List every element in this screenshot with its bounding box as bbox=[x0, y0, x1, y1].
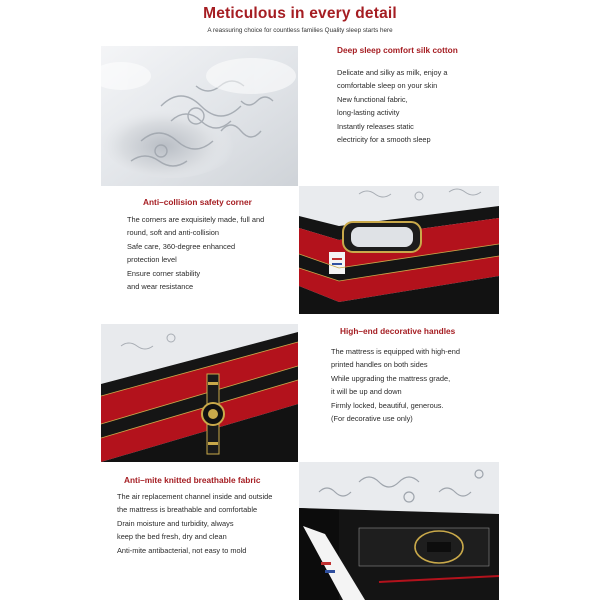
description-line: the mattress is breathable and comfortable bbox=[117, 505, 258, 515]
section-description bbox=[331, 345, 460, 425]
description-line: (For decorative use only) bbox=[331, 414, 413, 424]
description-line: While upgrading the mattress grade, bbox=[331, 373, 451, 383]
description-line: round, soft and anti-collision bbox=[127, 228, 220, 238]
description-line: Drain moisture and turbidity, always bbox=[117, 518, 234, 528]
description-line: printed handles on both sides bbox=[331, 360, 428, 370]
section-description bbox=[337, 66, 448, 146]
silk-cotton-fabric-photo bbox=[101, 46, 298, 186]
section-heading: Deep sleep comfort silk cotton bbox=[337, 45, 458, 55]
description-line: keep the bed fresh, dry and clean bbox=[117, 532, 227, 542]
section-description bbox=[117, 490, 272, 557]
description-line: long-lasting activity bbox=[337, 108, 400, 118]
knitted-fabric-photo bbox=[299, 462, 499, 600]
description-line: The mattress is equipped with high-end bbox=[331, 347, 460, 356]
description-line: Anti-mite antibacterial, not easy to mold bbox=[117, 545, 247, 555]
description-line: Delicate and silky as milk, enjoy a bbox=[337, 68, 448, 77]
section-heading: High–end decorative handles bbox=[340, 326, 456, 336]
description-line: The air replacement channel inside and outside bbox=[117, 492, 273, 501]
section-heading: Anti–mite knitted breathable fabric bbox=[124, 475, 261, 485]
description-line: The corners are exquisitely made, full and bbox=[127, 215, 265, 224]
decorative-handle-photo bbox=[101, 324, 298, 462]
description-line: Firmly locked, beautiful, generous. bbox=[331, 400, 444, 410]
description-line: Ensure corner stability bbox=[127, 268, 201, 278]
page-title: Meticulous in every detail bbox=[203, 5, 397, 22]
page-subtitle: A reassuring choice for countless families Quality sleep starts here bbox=[207, 27, 393, 34]
description-line: New functional fabric, bbox=[337, 94, 408, 104]
mattress-corner-photo bbox=[299, 186, 499, 314]
description-line: and wear resistance bbox=[127, 282, 194, 292]
description-line: protection level bbox=[127, 255, 177, 265]
section-description bbox=[127, 213, 264, 293]
section-heading: Anti–collision safety corner bbox=[143, 197, 252, 207]
description-line: it will be up and down bbox=[331, 387, 402, 397]
description-line: Instantly releases static bbox=[337, 121, 414, 131]
description-line: Safe care, 360-degree enhanced bbox=[127, 241, 236, 251]
description-line: comfortable sleep on your skin bbox=[337, 81, 438, 91]
description-line: electricity for a smooth sleep bbox=[337, 135, 431, 145]
